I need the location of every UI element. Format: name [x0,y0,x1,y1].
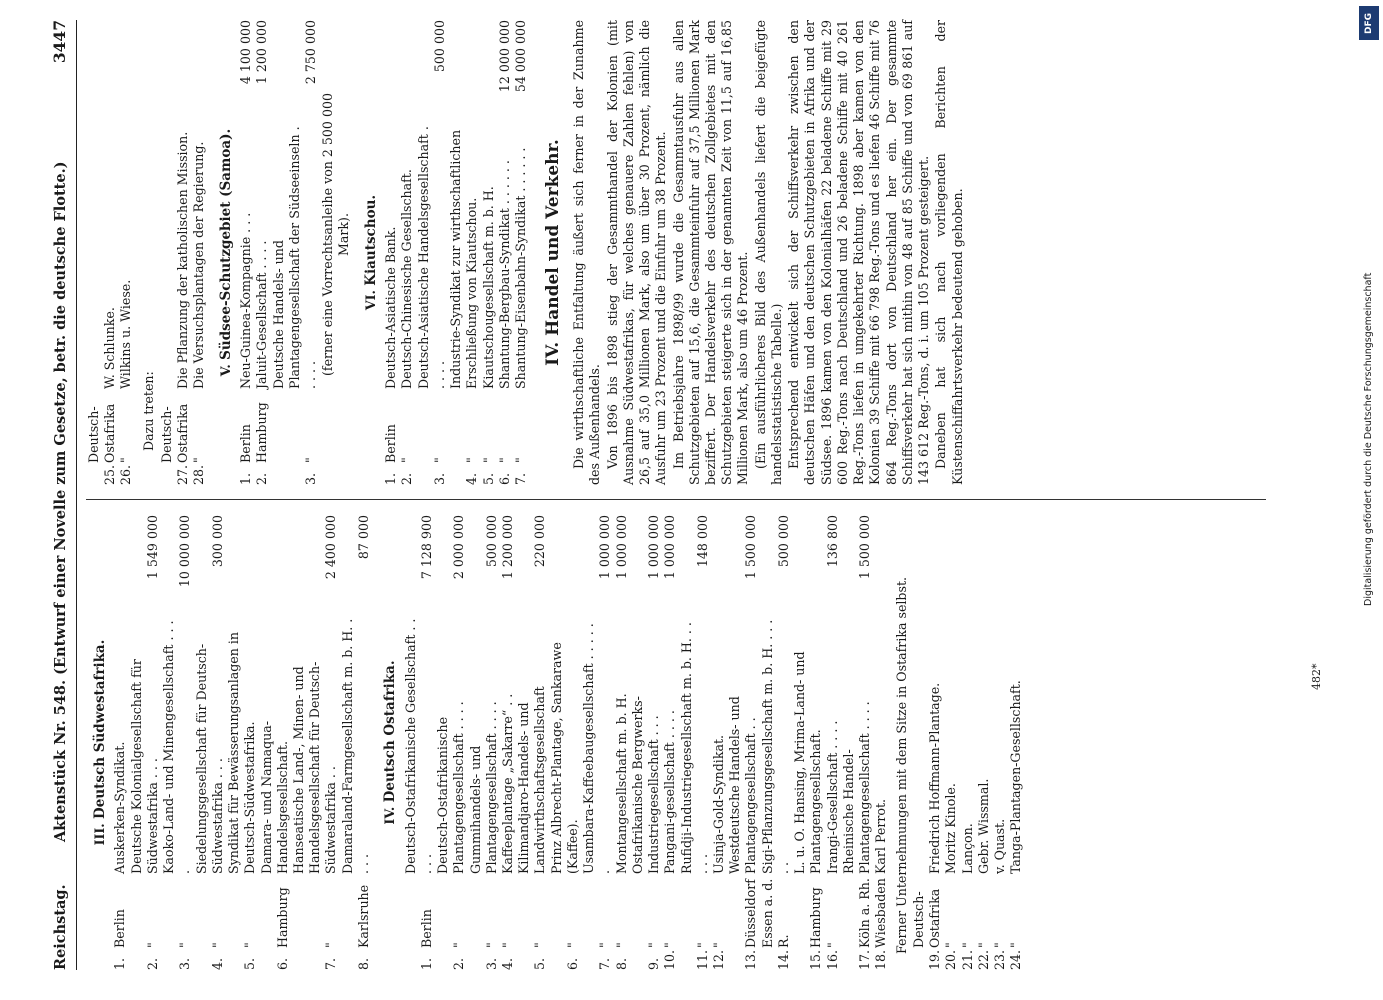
item-place: " [431,457,447,463]
dfg-logo: DFG [1359,6,1379,40]
item-amount: 1 000 000 [646,515,662,580]
list-item [792,515,824,970]
item-place: " [118,457,134,463]
list-item [254,20,270,485]
item-name: Die Pflanzung der katholischen Mission. [175,131,191,389]
section-number: V. [217,364,233,377]
list-item [614,515,630,970]
list-item [112,515,128,970]
item-place: " [1008,942,1024,948]
item-name: Jaluit-Gesellschaft . . . . [254,240,270,389]
item-amount: 2 000 000 [451,515,467,580]
item-place: " [613,942,629,948]
list-item [711,515,727,970]
item-name: Kaffeeplantage „Sakarre“ . . [499,693,515,874]
item-amount: 12 000 000 [496,20,512,93]
list-item [448,20,480,485]
page-number: 3447 [50,20,69,64]
item-name: Montangesellschaft m. b. H. [613,693,629,874]
item-number: 8. [613,957,629,970]
list-item [161,515,193,970]
item-number: 10. [662,949,678,970]
item-name: L. u. O. Hansing, Mrima-Land- und Plantagengesellschaft. [792,651,824,874]
item-number: 3. [302,472,318,485]
section-number: VI. [362,290,378,311]
list-item [911,515,943,970]
item-name: Deutsch-Chinesische Gesellschaft. [399,169,415,389]
item-place: Berlin [238,424,254,463]
item-number: 21. [959,949,975,970]
item-amount: 7 128 900 [418,515,434,580]
company-list-vi [383,20,529,485]
item-amount: 220 000 [532,515,548,568]
company-list-iv-local [911,515,1025,970]
list-item [825,515,841,970]
item-number: 12. [711,949,727,970]
item-place: " [302,457,318,463]
item-place: " [242,942,258,948]
item-number: 14. [775,949,791,970]
item-name: Shantung-Bergbau-Syndikat . . . . . . [496,160,512,389]
item-name: Friedrich Hoffmann-Plantage. [927,682,943,874]
item-number: 1. [112,957,128,970]
item-name: Ostafrikanische Bergwerks-Industriegesellschaft . . . [629,696,662,874]
item-number: 13. [743,949,759,970]
list-item [403,515,435,970]
item-name: Rufidji-Industriegesellschaft m. b. H. . . . . . [678,622,710,874]
item-place: " [480,457,496,463]
print-signature: 482* [1310,663,1323,690]
item-place: " [144,942,160,948]
list-item [760,515,792,970]
item-amount: 10 000 000 [177,515,193,588]
item-amount: 500 000 [775,515,791,568]
item-name: Karl Perrot. [873,798,889,874]
list-item [943,515,959,970]
list-item [581,515,613,970]
page-header [50,20,77,970]
item-name: W. Schlunke. [102,307,118,389]
item-amount: 87 000 [355,515,371,560]
item-place: " [209,942,225,948]
item-name: Auskerken-Syndikat. [112,741,128,874]
list-item [992,515,1008,970]
ferner-paragraph: Ferner Unternehmungen mit dem Sitze in Ostafrika selbst. [893,576,909,954]
item-number: 3. [177,957,193,970]
item-number: 7. [597,957,613,970]
list-item [960,515,976,970]
item-number: 18. [873,949,889,970]
item-name: Die Versuchsplantagen der Regierung. [191,141,207,389]
paragraph: Im Betriebsjahre 1898/99 wurde die Gesammtausfuhr aus allen Schutzgebieten auf 15,6, die Gesammteinfuhr auf 37,5 Millionen Mark beziffert. Der Handelsverkehr des deutschen Zollgebietes mit den Schutzgebieten steigerte sich in der genannten Zeit von 11,5 auf 16,85 Millionen Mark, also um 46 Prozent. [670,20,751,485]
item-number: 11. [694,949,710,970]
item-place: " [532,942,548,948]
item-name: Moritz Kinole. [943,783,959,874]
item-place: " [177,942,193,948]
item-name: v. Quast. [992,818,1007,874]
item-place: " [323,942,339,948]
item-place: Deutsch-Ostafrika [910,888,943,948]
item-place: Berlin [418,909,434,948]
item-name: Westdeutsche Handels- und Plantagengesellschaft . . [727,696,759,874]
item-number: 20. [943,949,959,970]
item-place: " [711,942,727,948]
item-place: Berlin [383,424,399,463]
item-place: Karlsruhe [355,884,371,948]
item-name: Irangi-Gesellschaft . . . . [824,720,840,874]
item-place: " [959,942,975,948]
list-item [841,515,873,970]
column-divider [86,499,1266,500]
item-number: 5. [532,957,548,970]
header-title: Aktenstück Nr. 548. (Entwurf einer Novelle zum Gesetze, betr. die deutsche Flotte.) [52,161,69,842]
item-name: Siedelungsgesellschaft für Deutsch-Südwestafrika . . . [193,643,225,874]
item-number: 6. [496,472,512,485]
item-place: Hamburg [808,887,824,948]
item-amount: 1 500 000 [743,515,759,580]
section-title: Kiautschou. [362,194,379,286]
item-name: Rheinische Handel-Plantagengesellschaft . . . . [840,701,873,874]
item-number: 4. [464,472,480,485]
list-item [435,515,467,970]
section-title: Deutsch Ostafrika. [382,660,399,803]
item-place: " [464,457,480,463]
item-amount: 1 200 000 [499,515,515,580]
item-name: Wilkins u. Wiese. [118,279,134,389]
anleihe-note: (ferner eine Vorrechtsanleihe von 2 500 000 Mark). [320,93,352,376]
paragraph: Die wirthschaftliche Entfaltung äußert sich ferner in der Zunahme des Außenhandels. [571,20,603,485]
list-item [481,20,497,485]
list-item [679,515,711,970]
item-amount: 54 000 000 [512,20,528,93]
item-number: 7. [323,957,339,970]
item-place: " [564,942,580,948]
item-name: Sigi-Pflanzungsgesellschaft m. b. H. . . . . . [759,619,791,874]
item-name: Neu-Guinea-Kompagnie . . . [238,212,254,389]
item-place: " [499,942,515,948]
item-number: 19. [927,949,943,970]
item-name: Kiautschougesellschaft m. b. H. [480,186,496,389]
item-place: Wiesbaden [873,878,889,948]
item-name: Deutsch-Asiatische Bank. [383,226,399,389]
item-amount: 2 750 000 [302,20,318,85]
item-place: " [824,942,840,948]
item-name: Deutsche Kolonialgesellschaft für Südwestafrika . . . [128,659,160,874]
item-number: 2. [144,957,160,970]
item-number: 9. [646,957,662,970]
section-title: Deutsch Südwestafrika. [92,639,108,819]
item-number: 22. [975,949,991,970]
company-list-iii [112,515,372,970]
item-number: 16. [824,949,840,970]
item-number: 24. [1008,949,1024,970]
item-name: Kilimandjaro-Handels- und Landwirthschaftsgesellschaft [516,686,548,874]
list-item [383,20,399,485]
list-item [416,20,448,485]
item-number: 8. [355,957,371,970]
item-amount: 1 000 000 [613,515,629,580]
item-name: Lançon. [959,823,975,874]
list-item [500,515,516,970]
list-item [549,515,581,970]
list-item [873,515,889,970]
item-number: 2. [399,472,415,485]
list-item [399,20,415,485]
company-list-v [238,20,319,485]
item-name: Pangani-gesellschaft . . . . [662,710,678,874]
list-item [340,515,372,970]
section-iv-heading [382,515,399,970]
list-item [516,515,548,970]
item-number: 23. [992,949,1007,970]
paragraph: Daneben hat sich nach vorliegenden Berichten der Küstenschiffahrtsverkehr bedeutend gehoben. [933,20,965,485]
paragraph: Von 1896 bis 1898 stieg der Gesammthandel der Kolonien (mit Ausnahme Südwestafrikas, für welches genauere Zahlen fehlen) von 26,5 auf 35,0 Millionen Mark, also um über 30 Prozent, nämlich die Ausfuhr um 23 Prozent und die Einfuhr um 38 Prozent. [604,20,669,485]
item-amount: 500 000 [431,20,447,73]
item-number: 6. [274,957,290,970]
list-item [497,20,513,485]
item-number: 3. [483,957,499,970]
item-place: " [992,942,1007,948]
item-place: Deutsch-Ostafrika [86,403,118,463]
item-amount: 300 000 [209,515,225,568]
section-iii-heading [92,515,109,970]
item-number: 1. [418,957,434,970]
item-name: Gebr. Wissmal. [975,778,991,874]
item-place: Köln a. Rh. [857,878,873,948]
list-item [86,20,118,485]
item-amount: 1 549 000 [144,515,160,580]
list-item [118,20,134,485]
item-place: Hamburg [254,402,270,463]
list-item [259,515,291,970]
item-name: Damara- und Namaqua-Handelsgesellschaft. [258,720,290,874]
item-amount: 1 200 000 [254,20,270,85]
item-amount: 136 800 [824,515,840,568]
item-number: 1. [383,472,399,485]
item-name: Shantung-Eisenbahn-Syndikat . . . . . . [512,147,528,389]
item-number: 2. [451,957,467,970]
paragraph: (Ein ausführlicheres Bild des Außenhandels liefert die beigefügte handelsstatistische Tabelle.) [752,20,784,485]
item-amount: 4 100 000 [238,20,254,85]
item-number: 3. [431,472,447,485]
handel-heading: IV. Handel und Verkehr. [543,139,564,366]
item-name: Syndikat für Bewässerungsanlagen in Deutsch-Südwestafrika. [226,631,258,874]
item-place: " [191,457,207,463]
item-number: 4. [499,957,515,970]
item-name: Usambara-Kaffeebaugesellschaft . . . . . . [581,623,613,874]
item-place: " [943,942,959,948]
item-name: Usinja-Gold-Syndikat. [711,734,727,874]
right-column [86,20,967,485]
handel-text [571,20,966,485]
item-place: " [399,457,415,463]
list-item [1008,515,1024,970]
list-item [238,20,254,485]
item-place: " [662,942,678,948]
item-name: Kaoko-Land- und Minengesellschaft . . . . [161,620,193,874]
list-item [630,515,662,970]
list-item [194,515,226,970]
item-number: 15. [808,949,824,970]
left-column [86,515,1024,970]
item-number: 5. [242,957,258,970]
section-v-heading [218,20,235,485]
item-number: 27. [175,464,191,485]
item-name: Gummihandels- und Plantagengesellschaft . . . . [467,701,499,874]
item-number: 17. [857,949,873,970]
item-amount: 148 000 [694,515,710,568]
list-item [727,515,759,970]
item-number: 7. [512,472,528,485]
item-place: " [512,457,528,463]
item-number: 6. [564,957,580,970]
item-number: 25. [102,464,118,485]
item-amount: 1 500 000 [857,515,873,580]
rotated-sheet [10,20,1350,970]
item-place: Hamburg [274,887,290,948]
item-place: " [483,942,499,948]
item-number: 4. [209,957,225,970]
section-number: III. [92,823,107,846]
section-number: IV. [382,806,398,825]
list-item [159,20,191,485]
item-name: Tanga-Plantagen-Gesellschaft. [1008,680,1024,874]
list-item [129,515,161,970]
company-list-iv [403,515,890,970]
item-place: Berlin [112,909,128,948]
company-list-continued [86,20,135,485]
paragraph: Entsprechend entwickelt sich der Schiffsverkehr zwischen den deutschen Häfen und den deutschen Schutzgebieten in Afrika und der Südsee. 1896 kamen von den Kolonialhäfen 22 beladene Schiffe mit 29 600 Reg.-Tons nach Deutschland und 26 beladene Schiffe mit 40 261 Reg.-Tons liefen in umgekehrter Richtung. 1898 aber kamen von den Kolonien 39 Schiffe mit 66 798 Reg.-Tons und es liefen 46 Schiffe mit 76 864 Reg.-Tons dort von Deutschland her ein. Der gesammte Schiffsverkehr hat sich mithin von 48 auf 85 Schiffe und von 69 861 auf 143 612 Reg.-Tons, d. i. um 105 Prozent gesteigert. [786,20,932,485]
item-name: Damaraland-Farmgesellschaft m. b. H. . . . . [339,618,371,874]
list-item [662,515,678,970]
item-place: " [975,942,991,948]
item-place: " [496,457,512,463]
item-place: Deutsch-Ostafrika [158,403,191,463]
section-title: Südsee-Schutzgebiet (Samoa). [217,128,234,360]
item-place: " [597,942,613,948]
header-left: Reichstag. [52,884,69,970]
item-name: Prinz Albrecht-Plantage, Sankarawe (Kaffee). [548,642,580,874]
dazu-treten: Dazu treten: [140,371,156,451]
company-list-dazu [159,20,208,485]
item-place: " [646,942,662,948]
item-amount: 500 000 [483,515,499,568]
list-item [468,515,500,970]
item-place: Düsseldorf [743,879,759,948]
list-item [513,20,529,485]
item-place: " [451,942,467,948]
item-place: " [694,942,710,948]
item-name: Deutsch-Asiatische Handelsgesellschaft . . . . . [415,126,447,389]
item-amount: 2 400 000 [323,515,339,580]
item-number: 2. [254,472,270,485]
item-number: 5. [480,472,496,485]
list-item [191,20,207,485]
list-item [226,515,258,970]
item-number: 26. [118,464,134,485]
item-name: Deutsch-Ostafrikanische Gesellschaft . . . . . [402,618,434,874]
item-place: Essen a. d. R. [759,878,791,948]
item-name: Deutsch-Ostafrikanische Plantagengesellschaft . . . . [435,701,467,874]
list-item [271,20,320,485]
item-number: 1. [238,472,254,485]
section-vi-heading [363,20,380,485]
item-name: Industrie-Syndikat zur wirthschaftlichen Erschließung von Kiautschou. [448,129,480,389]
list-item [976,515,992,970]
dfg-credit: Digitalisierung gefördert durch die Deutsche Forschungsgemeinschaft [1363,272,1374,606]
item-amount: 1 000 000 [662,515,678,580]
item-amount: 1 000 000 [597,515,613,580]
item-name: Deutsche Handels- und Plantagengesellschaft der Südseeinseln . . . . . [270,126,318,389]
item-number: 28. [191,464,207,485]
item-name: Hanseatische Land-, Minen- und Handelsgesellschaft für Deutsch-Südwestafrika . . [290,661,339,874]
list-item [291,515,340,970]
